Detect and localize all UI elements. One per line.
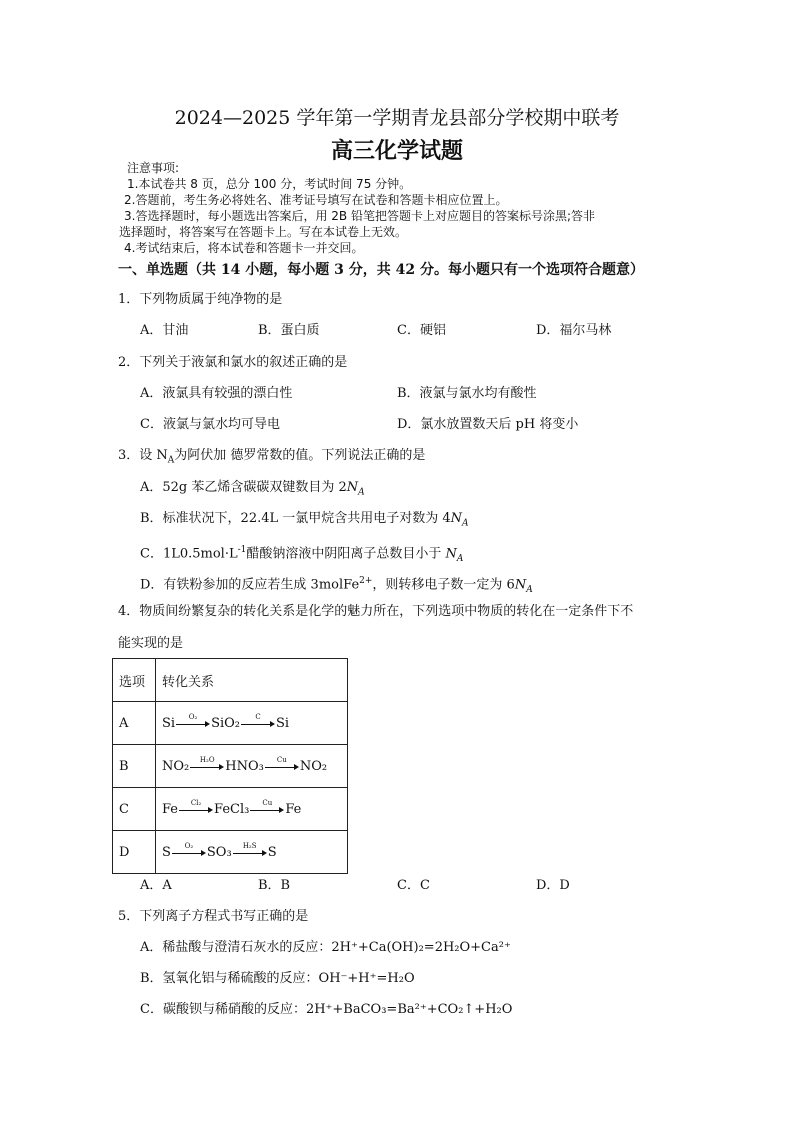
table-row (113, 788, 348, 831)
conversion-table (112, 658, 348, 874)
question-1-option-c: C．硬铝 (397, 323, 446, 338)
question-1-stem: 1．下列物质属于纯净物的是 (118, 292, 283, 307)
table-cell-relation: Si O₂ SiO₂ C Si (156, 702, 348, 745)
table-header-option: 选项 (113, 659, 156, 702)
note-item-2: 2.答题前，考生务必将姓名、准考证号填写在试卷和答题卡相应位置上。 (124, 193, 508, 207)
table-cell-option: D (113, 831, 156, 874)
question-3-option-a: A．52g 苯乙烯含碳碳双键数目为 $2N_A$ (140, 480, 365, 498)
question-2-option-d: D．氯水放置数天后 pH 将变小 (397, 417, 579, 432)
table-cell-option: A (113, 702, 156, 745)
reaction-arrow-icon: C (241, 718, 275, 728)
question-1-option-d: D．福尔马林 (536, 323, 612, 338)
question-5-option-a: A．稀盐酸与澄清石灰水的反应：2H⁺+Ca(OH)₂=2H₂O+Ca²⁺ (140, 940, 511, 955)
note-item-1: 1.本试卷共 8 页，总分 100 分，考试时间 75 分钟。 (127, 177, 412, 191)
reaction-arrow-icon: H₂O (190, 761, 224, 771)
reaction-arrow-icon: O₂ (176, 718, 210, 728)
question-3-stem: 3．设 $N_A$为阿伏加 德罗常数的值。下列说法正确的是 (118, 448, 426, 466)
reaction-arrow-icon: Cu (250, 804, 284, 814)
table-cell-option: C (113, 788, 156, 831)
table-header-row (113, 659, 348, 702)
question-4-option-a: A．A (140, 878, 172, 893)
table-row (113, 745, 348, 788)
question-1-option-b: B．蛋白质 (258, 323, 320, 338)
table-header-relation: 转化关系 (156, 659, 348, 702)
table-cell-relation: Fe Cl₂ FeCl₃ Cu Fe (156, 788, 348, 831)
note-item-3: 3.答选择题时，每小题选出答案后，用 2B 铅笔把答题卡上对应题目的答案标号涂黑;答非 (124, 209, 595, 223)
question-1-option-a: A．甘油 (140, 323, 189, 338)
table-row (113, 831, 348, 874)
question-4-stem-line-2: 能实现的是 (118, 636, 184, 651)
question-5-option-c: C．碳酸钡与稀硝酸的反应：2H⁺+BaCO₃=Ba²⁺+CO₂↑+H₂O (140, 1002, 513, 1017)
table-row (113, 702, 348, 745)
question-3-option-d: D．有铁粉参加的反应若生成 3molFe$^{2+}$，则转移电子数一定为 $6N_A$ (140, 576, 533, 595)
question-4-option-d: D．D (536, 878, 570, 893)
question-2-option-a: A．液氯具有较强的漂白性 (140, 386, 293, 401)
section-heading: 一、单选题（共 14 小题，每小题 3 分，共 42 分。每小题只有一个选项符合题意） (118, 262, 644, 278)
question-2-option-b: B．液氯与氯水均有酸性 (397, 386, 537, 401)
question-3-option-c: C．$1L0.5mol\cdot L^{-1}$醋酸钠溶液中阴阳离子总数目小于 $N_A$ (140, 545, 464, 564)
question-2-option-c: C．液氯与氯水均可导电 (140, 417, 280, 432)
question-4-option-c: C．C (397, 878, 430, 893)
note-item-3-cont: 选择题时，将答案写在答题卡上。写在本试卷上无效。 (119, 225, 408, 239)
table-cell-option: B (113, 745, 156, 788)
question-5-stem: 5．下列离子方程式书写正确的是 (118, 909, 309, 924)
question-3-option-b: B．标准状况下，22.4L 一氯甲烷含共用电子对数为 $4N_A$ (140, 511, 469, 529)
question-2-stem: 2．下列关于液氯和氯水的叙述正确的是 (118, 355, 348, 370)
reaction-arrow-icon: H₂S (233, 847, 267, 857)
reaction-arrow-icon: Cu (265, 761, 299, 771)
table-cell-relation: S O₂ SO₃ H₂S S (156, 831, 348, 874)
question-5-option-b: B．氢氧化铝与稀硫酸的反应：OH⁻+H⁺=H₂O (140, 971, 415, 986)
notes-heading: 注意事项: (127, 161, 180, 175)
question-4-stem-line-1: 4．物质间纷繁复杂的转化关系是化学的魅力所在，下列选项中物质的转化在一定条件下不 (118, 604, 634, 619)
note-item-4: 4.考试结束后，将本试卷和答题卡一并交回。 (124, 241, 364, 255)
table-cell-relation: NO₂ H₂O HNO₃ Cu NO₂ (156, 745, 348, 788)
question-4-option-b: B．B (258, 878, 291, 893)
exam-title: 2024—2025 学年第一学期青龙县部分学校期中联考 (174, 107, 620, 129)
reaction-arrow-icon: O₂ (172, 847, 206, 857)
reaction-arrow-icon: Cl₂ (179, 804, 213, 814)
exam-subtitle: 高三化学试题 (330, 139, 463, 164)
